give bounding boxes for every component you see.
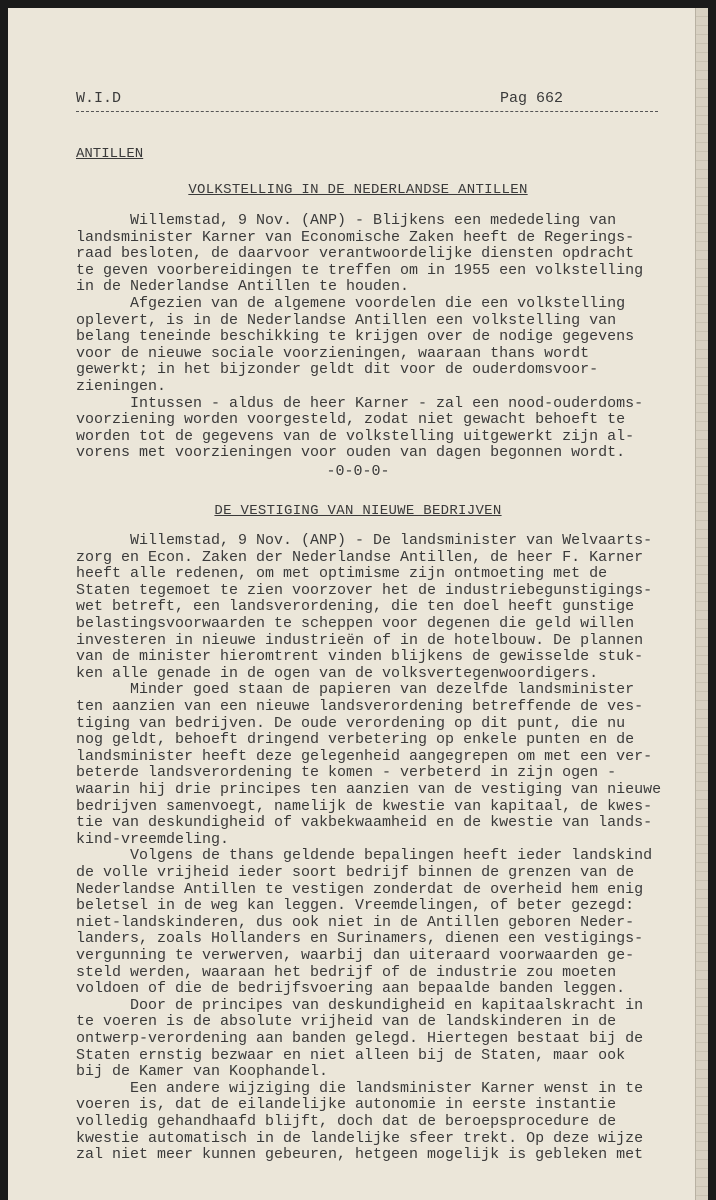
text-line: heeft alle redenen, om met optimisme zijn ontmoeting met de	[76, 565, 608, 583]
paragraph	[76, 848, 656, 997]
text-line: vergunning te verwerven, waarbij dan uiteraard voorwaarden ge-	[76, 946, 635, 964]
paragraph	[76, 681, 662, 848]
text-line: bij de Kamer van Koophandel.	[76, 1063, 329, 1081]
text-line: zal niet meer kunnen gebeuren, hetgeen mogelijk is gebleken met	[76, 1146, 644, 1164]
text-line: Staten tegemoet te zien voorzover het de industriebegunstigings-	[76, 581, 653, 599]
article1-title: VOLKSTELLING IN DE NEDERLANDSE ANTILLEN	[188, 182, 528, 198]
header-source: W.I.D	[76, 90, 122, 107]
text-line: Intussen - aldus de heer Karner - zal een nood-ouderdoms-	[76, 394, 644, 412]
text-line: Nederlandse Antillen te vestigen zonderdat de overheid hem enig	[76, 880, 644, 898]
text-line: Staten ernstig bezwaar en niet alleen bij de Staten, maar ook	[76, 1046, 626, 1064]
text-line: niet-landskinderen, dus ook niet in de Antillen geboren Neder-	[76, 913, 635, 931]
text-line: volledig gehandhaafd blijft, doch dat de beroepsprocedure de	[76, 1112, 617, 1130]
text-line: bedrijven samenvoegt, namelijk de kwestie van kapitaal, de kwes-	[76, 797, 653, 815]
text-line: zorg en Econ. Zaken der Nederlandse Antillen, de heer F. Karner	[76, 548, 644, 566]
paragraph	[76, 998, 656, 1081]
paragraph	[76, 396, 656, 462]
article2-title: DE VESTIGING VAN NIEUWE BEDRIJVEN	[214, 503, 502, 519]
text-line: landers, zoals Hollanders en Surinamers, dienen een vestigings-	[76, 930, 644, 948]
paragraph	[76, 296, 656, 396]
text-line: zieningen.	[76, 377, 167, 395]
text-line: ken alle genade in de ogen van de volksvertegenwoordigers.	[76, 664, 599, 682]
text-line: tie van deskundigheid of vakbekwaamheid en de kwestie van lands-	[76, 814, 653, 832]
text-line: beletsel in de weg kan leggen. Vreemdelingen, of beter gezegd:	[76, 897, 635, 915]
text-line: voorziening worden voorgesteld, zodat niet gewacht behoeft te	[76, 411, 626, 429]
text-line: Willemstad, 9 Nov. (ANP) - Blijkens een mededeling van	[76, 212, 617, 229]
paragraph	[76, 213, 656, 296]
text-line: tiging van bedrijven. De oude verordening op dit punt, die nu	[76, 714, 626, 732]
text-line: steld werden, waaraan het bedrijf of de industrie zou moeten	[76, 963, 617, 981]
text-line: voldoen of die de bedrijfsvoering aan bepaalde banden leggen.	[76, 980, 626, 998]
text-line: worden tot de gegevens van de volkstelling uitgewerkt zijn al-	[76, 427, 635, 445]
paragraph	[76, 1081, 656, 1164]
text-line: raad besloten, de daarvoor verantwoordelijke diensten opdracht	[76, 245, 635, 263]
text-line: in de Nederlandse Antillen te houden.	[76, 278, 410, 296]
text-line: vorens met voorzieningen voor ouden van dagen begonnen wordt.	[76, 444, 626, 462]
text-line: belang teneinde beschikking te krijgen over de nodige gegevens	[76, 328, 635, 346]
text-line: oplevert, is in de Nederlandse Antillen een volkstelling van	[76, 311, 617, 329]
text-line: voor de nieuwe sociale voorzieningen, waaraan thans wordt	[76, 344, 590, 362]
text-line: te voeren is de absolute vrijheid van de landskinderen in de	[76, 1013, 617, 1031]
section-separator: -0-0-0-	[326, 463, 390, 480]
page-number: Pag 662	[500, 90, 564, 107]
section-heading: ANTILLEN	[76, 146, 144, 162]
text-line: Volgens de thans geldende bepalingen heeft ieder landskind	[76, 847, 653, 865]
text-line: Afgezien van de algemene voordelen die een volkstelling	[76, 295, 626, 312]
text-line: nog geldt, behoeft dringend verbetering op enkele punten en de	[76, 731, 635, 749]
text-line: van de minister hieromtrent vinden blijkens de gewisselde stuk-	[76, 648, 644, 666]
text-line: Een andere wijziging die landsminister Karner wenst in te	[76, 1079, 644, 1097]
text-line: landsminister Karner van Economische Zaken heeft de Regerings-	[76, 228, 635, 246]
text-line: Willemstad, 9 Nov. (ANP) - De landsminister van Welvaarts-	[76, 532, 653, 549]
text-line: Minder goed staan de papieren van dezelfde landsminister	[76, 681, 635, 699]
text-line: gewerkt; in het bijzonder geldt dit voor de ouderdomsvoor-	[76, 361, 599, 379]
text-line: kwestie automatisch in de landelijke sfeer trekt. Op deze wijze	[76, 1129, 644, 1147]
text-line: beterde landsverordening te komen - verbeterd in zijn ogen -	[76, 764, 617, 782]
text-line: de volle vrijheid ieder soort bedrijf binnen de grenzen van de	[76, 863, 635, 881]
text-line: Door de principes van deskundigheid en kapitaalskracht in	[76, 996, 644, 1014]
text-line: voeren is, dat de eilandelijke autonomie in eerste instantie	[76, 1096, 617, 1114]
text-line: waarin hij drie principes ten aanzien van de vestiging van nieuwe	[76, 780, 662, 798]
text-line: kind-vreemdeling.	[76, 830, 230, 848]
text-line: investeren in nieuwe industrieën of in de hotelbouw. De plannen	[76, 631, 644, 649]
text-line: wet betreft, een landsverordening, die ten doel heeft gunstige	[76, 598, 635, 616]
document-page	[8, 8, 708, 1200]
page-header	[76, 91, 658, 112]
paragraph	[76, 533, 656, 682]
text-line: ten aanzien van een nieuwe landsverordening betreffende de ves-	[76, 697, 644, 715]
text-line: te geven voorbereidingen te treffen om in 1955 een volkstelling	[76, 261, 644, 279]
text-line: belastingsvoorwaarden te scheppen voor degenen die geld willen	[76, 614, 635, 632]
text-line: landsminister heeft deze gelegenheid aangegrepen om met een ver-	[76, 747, 653, 765]
text-line: ontwerp-verordening aan banden gelegd. Hiertegen bestaat bij de	[76, 1029, 644, 1047]
